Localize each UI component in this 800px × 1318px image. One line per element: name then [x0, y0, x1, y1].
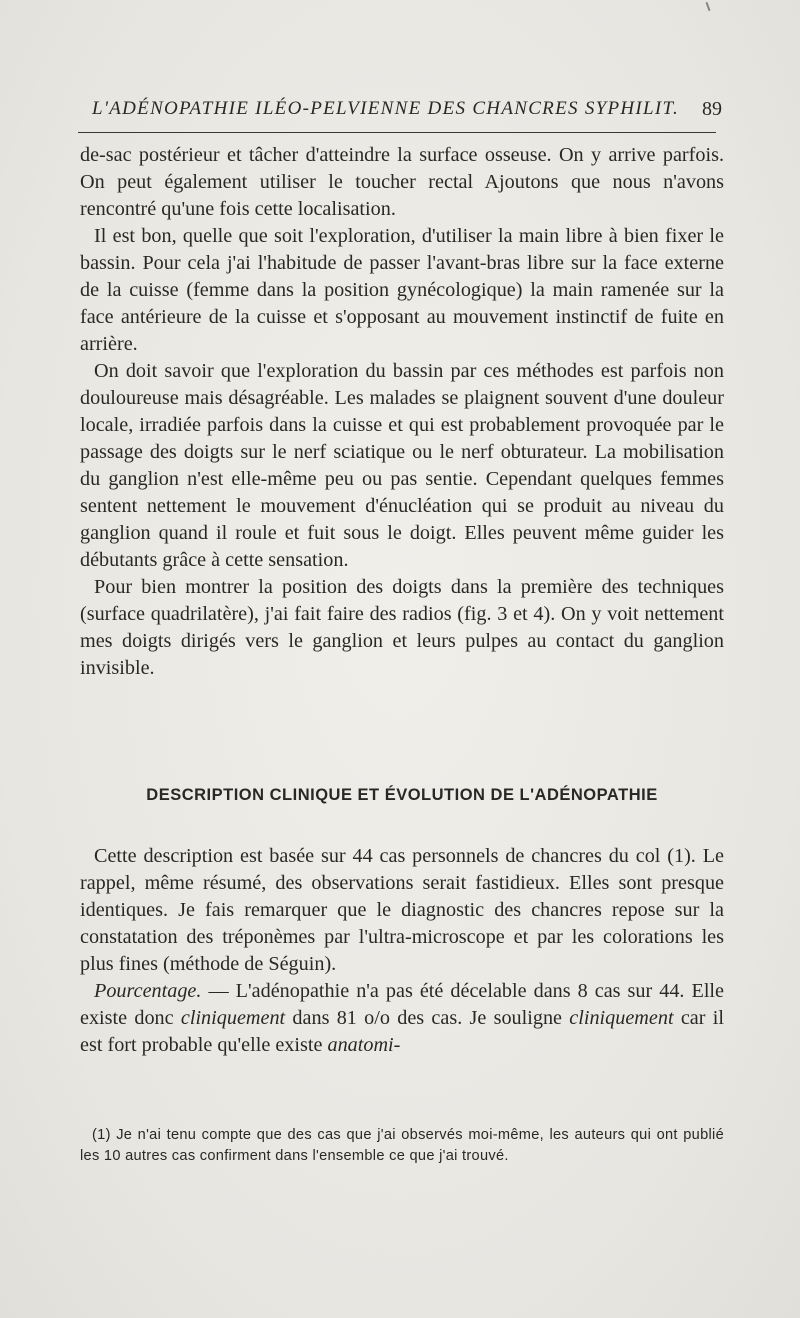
body-text [80, 142, 724, 682]
emphasis: cliniquement [569, 1007, 674, 1029]
footnote: (1) Je n'ai tenu compte que des cas que j'ai observés moi-même, les auteurs qui ont publié les 10 autres cas confirment dans l'ensemble ce que j'ai trouvé. [80, 1127, 724, 1164]
scan-mark [706, 2, 711, 11]
paragraph: Cette description est basée sur 44 cas personnels de chancres du col (1). Le rappel, même résumé, des observations serait fastidieux. Elles sont presque identiques. Je fais remarquer que le diagnostic des chancres repose sur la constatation des tréponèmes par l'ultra-microscope et par les colorations les plus fines (méthode de Séguin). [80, 845, 724, 975]
header-rule [78, 132, 716, 133]
run-in-heading: Pourcentage. [94, 980, 202, 1002]
paragraph: Il est bon, quelle que soit l'exploration, d'utiliser la main libre à bien fixer le bassin. Pour cela j'ai l'habitude de passer l'avant-bras libre sur la face externe de la cuisse (femme dans la position gynécologique) la main ramenée sur la face antérieure de la cuisse et s'opposant au mouvement instinctif de fuite en arrière. [80, 225, 724, 355]
section-heading: DESCRIPTION CLINIQUE ET ÉVOLUTION DE L'ADÉNOPATHIE [146, 786, 658, 804]
section-body [80, 843, 724, 1059]
page-number: 89 [702, 98, 722, 120]
paragraph: Pour bien montrer la position des doigts dans la première des techniques (surface quadrilatère), j'ai fait faire des radios (fig. 3 et 4). On y voit nettement mes doigts dirigés vers le ganglion et leurs pulpes au contact du ganglion invisible. [80, 576, 724, 679]
emphasis: anatomi- [327, 1034, 401, 1056]
paragraph: On doit savoir que l'exploration du bassin par ces méthodes est parfois non douloureuse mais désagréable. Les malades se plaignent souvent d'une douleur locale, irradiée parfois dans la cuisse et qui est probablement provoquée par le passage des doigts sur le nerf sciatique ou le nerf obturateur. La mobilisation du ganglion n'est elle-même peu ou pas sentie. Cependant quelques femmes sentent nettement le mouvement d'énucléation qui se produit au niveau du ganglion quand il roule et fuit sous le doigt. Elles peuvent même guider les débutants grâce à cette sensation. [80, 360, 724, 571]
running-title: L'ADÉNOPATHIE ILÉO-PELVIENNE DES CHANCRES SYPHILIT. [92, 98, 680, 119]
text-run: — L'adénopathie n'a pas été décelable dans 8 cas sur 44. Elle existe donc [80, 980, 724, 1029]
text-run: car il est fort probable qu'elle existe [80, 1007, 724, 1056]
page-header [78, 98, 722, 126]
text-run: dans 81 o/o des cas. Je souligne [285, 1007, 570, 1029]
emphasis: cliniquement [180, 1007, 286, 1029]
paragraph: de-sac postérieur et tâcher d'atteindre la surface osseuse. On y arrive parfois. On peut également utiliser le toucher rectal Ajoutons que nous n'avons rencontré qu'une fois cette localisation. [80, 144, 724, 220]
paragraph [80, 978, 724, 1059]
